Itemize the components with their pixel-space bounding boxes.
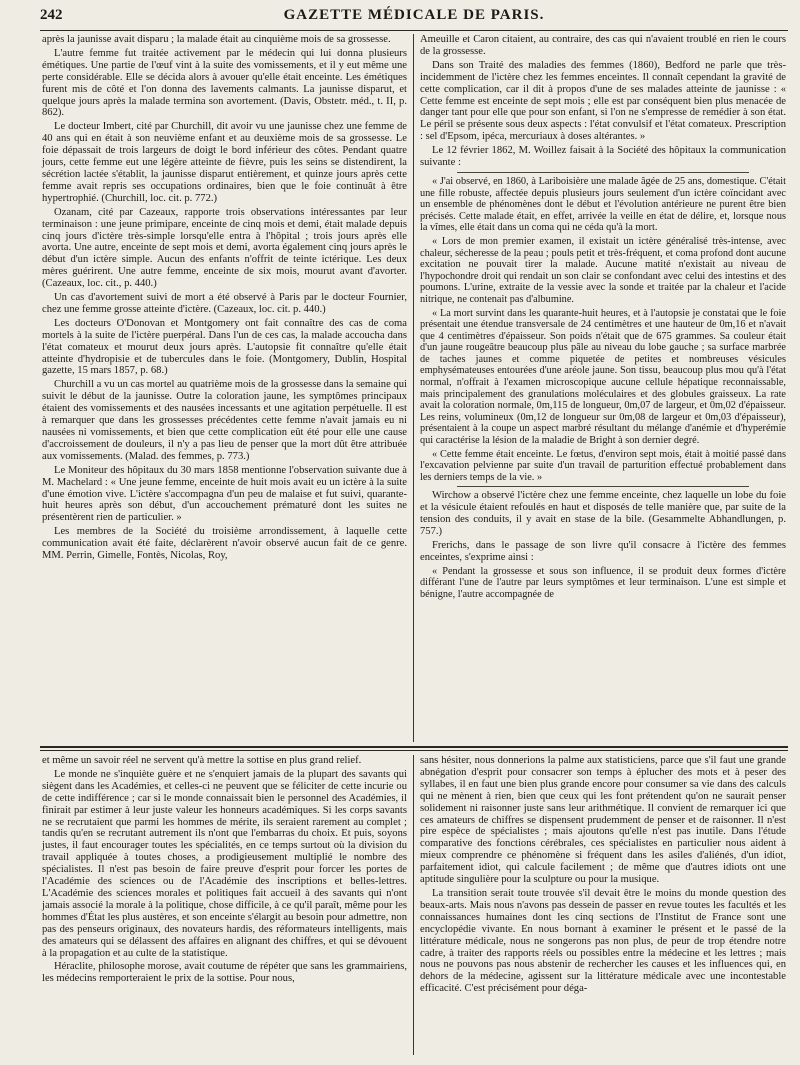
paragraph: Ozanam, cité par Cazeaux, rapporte trois observations intéressantes par leur terminaison : une jeune primipare, enceinte de cinq mois et demi, était malade depuis cinq jours d'ictère très-simple lorsqu'elle entra à l'hôpital ; trois jours après elle avorta. Une autre, enceinte de sept mois et demi, avorta également cinq jours après le début d'un ictère simple. Aucun des enfants n'offrit de teinte ictérique. Les deux mères guérirent. Une autre femme, enceinte de six mois, mourut avant d'avorter. (Cazeaux, loc. cit., p. 440.)	[42, 206, 407, 290]
quote-paragraph: « La mort survint dans les quarante-huit heures, et à l'autopsie je constatai que le foie présentait une étendue transversale de 24 centimètres et une hauteur de 0m,16 et n'avait que 4 centimètres d'épaisseur. Son poids n'était que de 675 grammes. Sa couleur était d'un jaune rougeâtre beaucoup plus pâle au niveau du lobe gauche ; sa surface marbrée de taches jaunes et comme piquetée de petites et nombreuses vésicules emphysémateuses entourées d'une aréole jaune. Son tissu, beaucoup plus mou qu'à l'état normal, n'offrait à l'examen microscopique aucune cellule hépatique reconnaissable, mais principalement des granulations moléculaires et des globules graisseux. La rate avait la coloration normale, 0m,115 de longueur, 0m,07 de largeur, et 0m,02 d'épaisseur. Les reins, volumineux (0m,12 de longueur sur 0m,08 de largeur et 0m,03 d'épaisseur), présentaient à la coupe un aspect marbré résultant du mélange d'anémie et d'hyperémie qui caractérise la lésion de la maladie de Bright à son dernier degré.	[420, 307, 786, 447]
feuilleton-left-column	[40, 755, 414, 1055]
separator-rule	[457, 486, 750, 487]
paragraph: Héraclite, philosophe morose, avait coutume de répéter que sans les grammairiens, les médecins remporteraient le prix de la sottise. Pour nous,	[42, 961, 407, 985]
quote-paragraph: « Cette femme était enceinte. Le fœtus, d'environ sept mois, était à moitié passé dans l'excavation pelvienne par suite d'un travail de parturition effectué probablement dans les derniers temps de la vie. »	[420, 448, 786, 483]
paragraph: L'autre femme fut traitée activement par le médecin qui lui donna plusieurs émétiques. Une partie de l'œuf vint à la suite des vomissements, et il y eut même une perte considérable. Elle se décida alors à avouer qu'elle était enceinte. Les émétiques furent mis de côté et l'on donna des lavements calmants. La jaunisse disparut, et quelque jours après la malade termina son avortement. (Davis, Obstetr. méd., t. II, p. 862).	[42, 47, 407, 119]
page-header	[40, 0, 788, 31]
paragraph: et même un savoir réel ne servent qu'à mettre la sottise en plus grand relief.	[42, 755, 362, 766]
main-article-right-column	[414, 34, 788, 742]
paragraph: sans hésiter, nous donnerions la palme aux statisticiens, parce que s'il faut une grande abnégation d'esprit pour consacrer son temps à éplucher des mots et à peser des syllabes, il en faut une bien plus grande encore pour consumer sa vie dans des calculs qui ne mènent à rien, bien que ceux qui les font prétendent qu'on ne saurait penser solidement ni raisonner juste sans leur arithmétique. Il convient de remarquer ici que ces amateurs de chiffres se dispensent prudemment de penser et de raisonner. Il n'est pire espèce de spécialistes ; mais ajoutons qu'elle n'est pas inutile. Dans l'étude comparative des fonctions cérébrales, ces spécialistes en particulier nous aident à mieux comprendre ce phénomène si fréquent dans les asiles d'aliénés, d'un idiot, parfaitement idiot, qui calcule facilement ; de même que d'autres idiots ont une aptitude singulière pour la sculpture ou pour la musique.	[420, 755, 786, 886]
quote-paragraph: « Lors de mon premier examen, il existait un ictère généralisé très-intense, avec chaleur, sécheresse de la peau ; pouls petit et très-fréquent, et coma profond dont aucune excitation ne pouvait tirer la malade. Aucune matité n'existait au niveau de l'hypochondre droit qui rendait un son clair se confondant avec celui des intestins et des poumons. L'urine, extraite de la vessie avec la sonde et traitée par la chaleur et l'acide nitrique, ne contenait pas d'albumine.	[420, 235, 786, 305]
paragraph: Le Moniteur des hôpitaux du 30 mars 1858 mentionne l'observation suivante due à M. Machelard : « Une jeune femme, enceinte de huit mois avait eu un ictère à la suite d'une émotion vive. L'ictère s'accompagna d'un peu de malaise et fut suivi, quarante-huit heures après son début, d'un accouchement prématuré dont les suites ne présentèrent rien de particulier. »	[42, 464, 407, 524]
paragraph: Le docteur Imbert, cité par Churchill, dit avoir vu une jaunisse chez une femme de 40 ans qui en était à son neuvième enfant et au deuxième mois de sa grossesse. Le foie dépassait de trois largeurs de doigt le bord inférieur des côtes. Pendant quatre jours, cette femme eut une légère atteinte de fièvre, puis les seins se distendirent, la sécrétion lactée s'établit, la jaunisse disparut entièrement, et quinze jours après cette femme avait repris ses occupations ordinaires, bien que le foie continuât à être hypertrophié. (Churchill, loc. cit. p. 772.)	[42, 121, 407, 204]
paragraph: Le monde ne s'inquiète guère et ne s'enquiert jamais de la plupart des savants qui siègent dans les Académies, et celles-ci ne peuvent que se féliciter de cette incurie ou de cette indifférence ; car si le monde connaissait bien le personnel des Académies, il finirait par estimer à leur juste valeur les honneurs académiques. Si les corps savants ne se recrutaient que parmi les hommes de mérite, ils seraient rarement au complet ; tandis qu'en se recrutant autrement ils n'ont que l'embarras du choix. Et puis, soyons justes, il faut encourager toutes les spécialités, en ce temps surtout où la division du travail appliquée à toutes choses, a prodigieusement multiplié le nombre des spécialistes. Il n'est pas besoin de faire preuve d'esprit pour forcer les portes de l'Académie des sciences ou de l'Académie des inscriptions et belles-lettres. L'Académie des sciences morales et politiques fait accueil à des savants qui n'ont jamais associé la morale à la politique, chose difficile, à ce qu'il paraît, même pour les hommes d'État les plus austères, et son enceinte s'élargit au besoin pour admettre, non pas des penseurs originaux, des novateurs hardis, des réformateurs intelligents, mais des amateurs qui se délassent des affaires en alignant des chiffres, et qui se dévouent à la propagation et au culte de la statistique.	[42, 768, 407, 959]
quote-paragraph: « J'ai observé, en 1860, à Lariboisière une malade âgée de 25 ans, domestique. C'était une fille robuste, affectée depuis plusieurs jours seulement d'un ictère coïncidant avec un ensemble de phénomènes dont le début et l'évolution antérieure ne purent être bien précisés. Cette malade était, en effet, arrivée la veille en état de délire, et, lorsque nous la vîmes, elle était dans un coma qui ne céda qu'à la mort.	[420, 175, 786, 234]
paragraph: Churchill a vu un cas mortel au quatrième mois de la grossesse dans la semaine qui suivit le début de la jaunisse. Outre la coloration jaune, les symptômes principaux étaient des vomissements et des nausées incessants et une agitation perpétuelle. Il est à remarquer que dans les grossesses précédentes cette femme n'avait jamais eu ni nausées ni vomissements, et bien que cette complication eût été pour elle une cause d'accroissement de douleurs, il n'y a pas lieu de penser que la mort dût être attribuée aux vomissements. (Malad. des femmes, p. 773.)	[42, 379, 407, 462]
feuilleton	[40, 755, 788, 1055]
journal-title: GAZETTE MÉDICALE DE PARIS.	[283, 6, 545, 23]
paragraph: Dans son Traité des maladies des femmes (1860), Bedford ne parle que très-incidemment de l'ictère chez les femmes enceintes. Il connaît cependant la gravité de cette complication, car il dit à propos d'une de ses malades atteinte de jaunisse : « Cette femme est enceinte de sept mois ; elle est par conséquent bien plus menacée de danger tant pour elle que pour son enfant, si l'on ne s'empresse de remédier à son état. Le péril se présente sous deux aspects : l'état convulsif et l'état comateux. Prescription : sel d'Epsom, ipéca, mercuriaux à doses altérantes. »	[420, 59, 786, 143]
separator-rule	[457, 172, 750, 173]
paragraph: Ameuille et Caron citaient, au contraire, des cas qui n'avaient troublé en rien le cours de la grossesse.	[420, 34, 786, 57]
paragraph: Wirchow a observé l'ictère chez une femme enceinte, chez laquelle un lobe du foie et la vésicule étaient refoulés en haut et disposés de telle manière que, par suite de la tension des conduits, il y avait en stase de la bile. (Gesammelte Abhandlungen, p. 757.)	[420, 490, 786, 538]
page-number: 242	[40, 6, 63, 23]
feuilleton-right-column	[414, 755, 788, 1055]
quote-paragraph: « Pendant la grossesse et sous son influence, il se produit deux formes d'ictère différant l'une de l'autre par leurs symptômes et leur terminaison. L'une est simple et bénigne, l'autre accompagnée de	[420, 565, 786, 601]
main-article-left-column	[40, 34, 414, 742]
feuilleton-divider	[40, 746, 788, 751]
main-article	[40, 34, 788, 742]
paragraph: Les docteurs O'Donovan et Montgomery ont fait connaître des cas de coma mortels à la suite de l'ictère puerpéral. Dans l'un de ces cas, la malade accoucha dans l'état comateux et mourut deux jours après. L'autopsie fit connaître qu'elle était atteinte d'hydropisie et de tubercules dans le foie. (Montgomery, Dublin, Hospital gazette, 15 mars 1857, p. 68.)	[42, 317, 407, 377]
paragraph: après la jaunisse avait disparu ; la malade était au cinquième mois de sa grossesse.	[42, 34, 391, 45]
paragraph: Le 12 février 1862, M. Woillez faisait à la Société des hôpitaux la communication suivante :	[420, 145, 786, 169]
paragraph: Un cas d'avortement suivi de mort a été observé à Paris par le docteur Fournier, chez une femme grosse atteinte d'ictère. (Cazeaux, loc. cit. p. 440.)	[42, 292, 407, 315]
paragraph: La transition serait toute trouvée s'il devait être le moins du monde question des beaux-arts. Mais nous n'avons pas dessein de passer en revue toutes les facultés et les connaissances humaines dont les cinq sections de l'Institut de France sont une encyclopédie vivante. En nous bornant à examiner le présent et le passé de la littérature médicale, nous ne songerons pas non plus, de peur de trop étendre notre cadre, à traiter des rapports réels ou possibles entre la médecine et les lettres ; mais nous ne pouvons pas nous abstenir de rechercher les causes et les influences qui, en dehors de la médecine, agissent sur la littérature médicale avec une incontestable efficacité. C'est précisément pour déga-	[420, 887, 786, 995]
paragraph: Les membres de la Société du troisième arrondissement, à laquelle cette communication avait été faite, déclarèrent n'avoir observé aucun fait de ce genre. MM. Perrin, Gimelle, Fontès, Nicolas, Roy,	[42, 526, 407, 562]
paragraph: Frerichs, dans le passage de son livre qu'il consacre à l'ictère des femmes enceintes, s'exprime ainsi :	[420, 540, 786, 563]
